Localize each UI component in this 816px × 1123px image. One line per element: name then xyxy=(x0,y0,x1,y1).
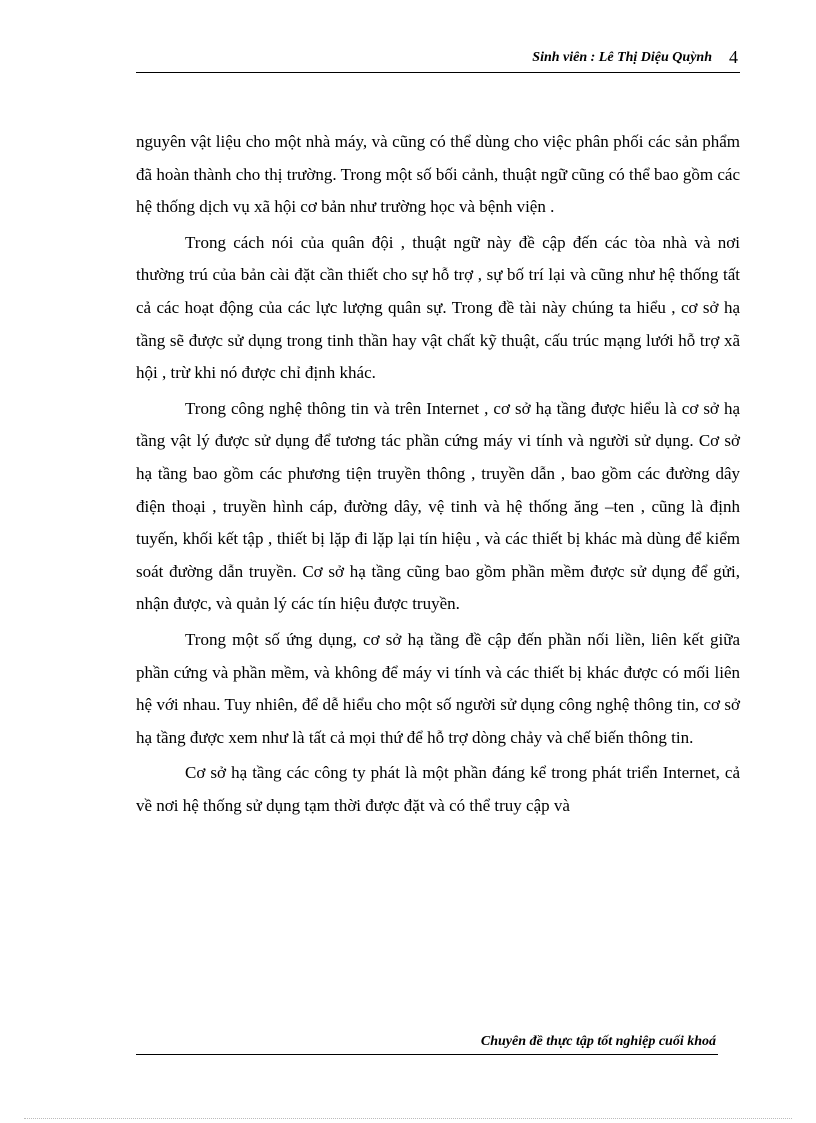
header-author: Sinh viên : Lê Thị Diệu Quỳnh xyxy=(532,50,712,65)
paragraph: Cơ sở hạ tầng các công ty phát là một phần đáng kể trong phát triển Internet, cả về nơi hệ thống sử dụng tạm thời được đặt và có thể truy cập và xyxy=(136,763,740,815)
paragraph: Trong một số ứng dụng, cơ sở hạ tầng đề cập đến phần nối liền, liên kết giữa phần cứng và phần mềm, và không để máy vi tính và các thiết bị khác được có mối liên hệ với nhau. Tuy nhiên, để dễ hiểu cho một số người sử dụng công nghệ thông tin, cơ sở hạ tầng được xem như là tất cả mọi thứ để hỗ trợ dòng chảy và chế biến thông tin. xyxy=(136,629,740,747)
paragraph: Trong cách nói của quân đội , thuật ngữ này đề cập đến các tòa nhà và nơi thường trú của bản cài đặt cần thiết cho sự hỗ trợ , sự bố trí lại và cũng như hệ thống tất cả các hoạt động của các lực lượng quân sự. Trong đề tài này chúng ta hiểu , cơ sở hạ tầng sẽ được sử dụng trong tinh thần hay vật chất kỹ thuật, cấu trúc mạng lưới hỗ trợ xã hội , trừ khi nó được chỉ định khác. xyxy=(136,232,740,383)
page-number: 4 xyxy=(729,47,738,67)
paragraph: nguyên vật liệu cho một nhà máy, và cũng có thể dùng cho việc phân phối các sản phẩm đã hoàn thành cho thị trường. Trong một số bối cảnh, thuật ngữ cũng có thể bao gồm các hệ thống dịch vụ xã hội cơ bản như trường học và bệnh viện . xyxy=(136,132,740,217)
page-bottom-divider xyxy=(24,1118,792,1119)
body-text xyxy=(136,126,740,825)
footer-title: Chuyên đề thực tập tốt nghiệp cuối khoá xyxy=(480,1034,716,1049)
page-footer xyxy=(136,1034,718,1055)
paragraph: Trong công nghệ thông tin và trên Internet , cơ sở hạ tầng được hiểu là cơ sở hạ tầng vật lý được sử dụng để tương tác phần cứng máy vi tính và người sử dụng. Cơ sở hạ tầng bao gồm các phương tiện truyền thông , truyền dẫn , bao gồm các đường dây điện thoại , truyền hình cáp, đường dây, vệ tinh và hệ thống ăng –ten , cũng là định tuyến, khối kết tập , thiết bị lặp đi lặp lại tín hiệu , và các thiết bị khác mà dùng để kiểm soát đường dẫn truyền. Cơ sở hạ tầng cũng bao gồm phần mềm được sử dụng để gửi, nhận được, và quản lý các tín hiệu được truyền. xyxy=(136,398,740,614)
page-header xyxy=(136,46,740,73)
